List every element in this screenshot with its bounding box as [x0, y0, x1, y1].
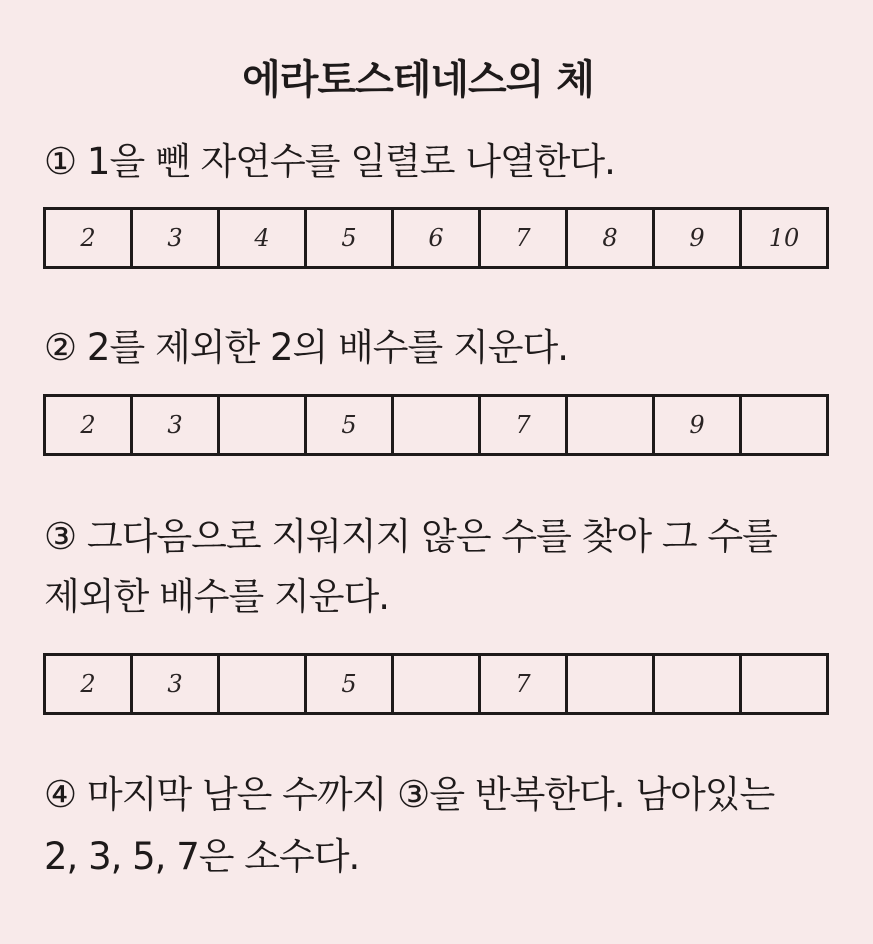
grid-cell: 2 — [46, 397, 133, 453]
grid-cell: 2 — [46, 210, 133, 266]
grid-cell — [394, 397, 481, 453]
grid-cell: 5 — [307, 210, 394, 266]
grid-cell — [220, 397, 307, 453]
step-3-text: ③ 그다음으로 지워지지 않은 수를 찾아 그 수를 — [44, 515, 777, 558]
grid-cell: 3 — [133, 656, 220, 712]
grid-cell — [220, 656, 307, 712]
grid-cell: 3 — [133, 397, 220, 453]
number-grid-final — [43, 653, 829, 715]
grid-cell: 9 — [655, 397, 742, 453]
page-title: 에라토스테네스의 체 — [242, 57, 594, 103]
grid-cell — [394, 656, 481, 712]
step-4-text-cont: 2, 3, 5, 7은 소수다. — [44, 835, 360, 878]
grid-cell — [568, 397, 655, 453]
grid-cell: 8 — [568, 210, 655, 266]
grid-cell: 2 — [46, 656, 133, 712]
grid-cell: 4 — [220, 210, 307, 266]
grid-cell — [655, 656, 742, 712]
grid-cell — [742, 656, 826, 712]
number-grid-initial — [43, 207, 829, 269]
grid-cell: 9 — [655, 210, 742, 266]
grid-cell: 6 — [394, 210, 481, 266]
step-1-text: ① 1을 뺀 자연수를 일렬로 나열한다. — [44, 140, 615, 183]
grid-cell: 5 — [307, 656, 394, 712]
grid-cell: 5 — [307, 397, 394, 453]
grid-cell: 3 — [133, 210, 220, 266]
step-3-text-cont: 제외한 배수를 지운다. — [44, 575, 389, 618]
grid-cell — [568, 656, 655, 712]
grid-cell: 7 — [481, 397, 568, 453]
number-grid-after-2 — [43, 394, 829, 456]
step-4-text: ④ 마지막 남은 수까지 ③을 반복한다. 남아있는 — [44, 773, 775, 816]
grid-cell: 7 — [481, 656, 568, 712]
step-2-text: ② 2를 제외한 2의 배수를 지운다. — [44, 326, 568, 369]
grid-cell: 10 — [768, 224, 800, 252]
grid-cell: 7 — [481, 210, 568, 266]
grid-cell — [742, 397, 826, 453]
